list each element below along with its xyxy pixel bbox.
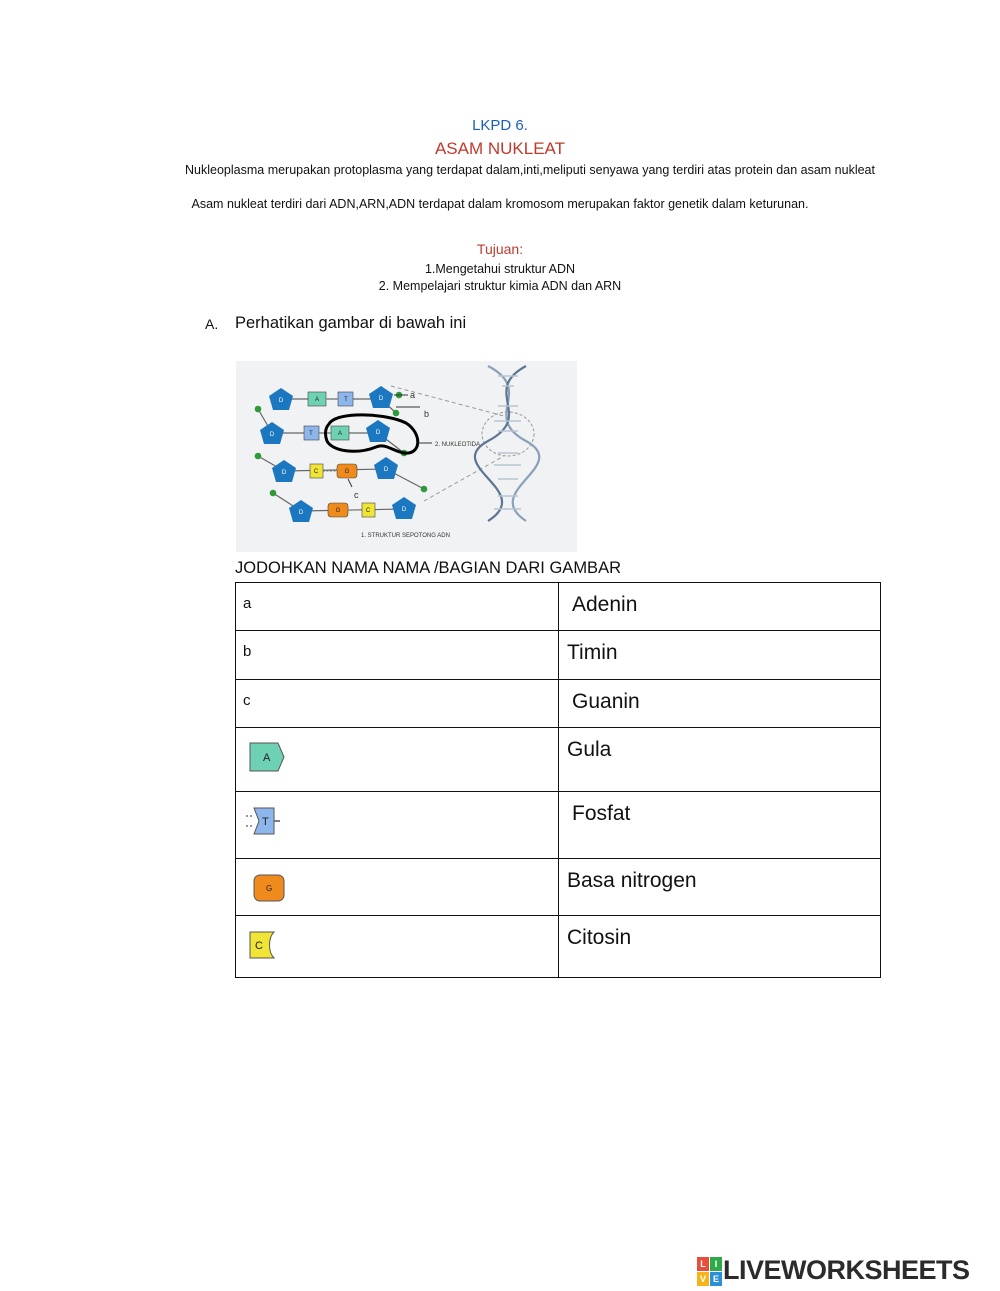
match-left-cell bbox=[236, 916, 559, 978]
match-left-cell bbox=[236, 583, 559, 631]
table-row bbox=[236, 583, 881, 631]
svg-text:A: A bbox=[263, 752, 271, 764]
base-letter: T bbox=[344, 397, 348, 403]
base-letter: G bbox=[344, 469, 350, 475]
match-answer-cell[interactable] bbox=[559, 680, 881, 728]
match-answer-cell[interactable] bbox=[559, 916, 881, 978]
section-instruction: Perhatikan gambar di bawah ini bbox=[235, 314, 467, 332]
thymine-block-icon bbox=[246, 804, 290, 838]
table-row bbox=[236, 916, 881, 978]
match-left-label: c bbox=[243, 692, 251, 709]
match-answer[interactable]: Basa nitrogen bbox=[567, 869, 697, 892]
match-answer[interactable]: Timin bbox=[567, 641, 618, 664]
table-row bbox=[236, 631, 881, 680]
logo-mark-icon bbox=[697, 1257, 723, 1287]
match-left-cell bbox=[236, 792, 559, 859]
match-left-label: b bbox=[243, 643, 252, 660]
section-letter: A. bbox=[205, 316, 219, 332]
sugar-letter: D bbox=[281, 470, 287, 476]
svg-text:T: T bbox=[262, 816, 269, 828]
figure-label-nukleotida: 2. NUKLEOTIDA bbox=[435, 442, 481, 448]
match-left-cell bbox=[236, 859, 559, 916]
figure-label-c: c bbox=[354, 490, 359, 500]
svg-text:E: E bbox=[712, 1274, 720, 1284]
figure-caption: 1. STRUKTUR SEPOTONG ADN bbox=[361, 533, 450, 539]
base-letter: A bbox=[337, 431, 343, 437]
intro-paragraph-1: Nukleoplasma merupakan protoplasma yang terdapat dalam,inti,meliputi senyawa yang terdiri atas protein dan asam nukleat bbox=[185, 163, 875, 177]
base-letter: A bbox=[314, 397, 320, 403]
match-answer-cell[interactable] bbox=[559, 792, 881, 859]
match-left-label: a bbox=[243, 595, 252, 612]
svg-text:G: G bbox=[266, 884, 273, 893]
table-row bbox=[236, 859, 881, 916]
svg-text:L: L bbox=[700, 1259, 706, 1269]
sugar-letter: D bbox=[378, 396, 384, 402]
dna-helix-icon bbox=[475, 366, 539, 521]
match-answer-cell[interactable] bbox=[559, 728, 881, 792]
match-answer[interactable]: Citosin bbox=[567, 926, 632, 949]
objectives-heading: Tujuan: bbox=[476, 241, 524, 257]
sugar-letter: D bbox=[383, 467, 389, 473]
dna-structure-figure bbox=[236, 361, 577, 552]
sugar-letter: D bbox=[269, 432, 275, 438]
guanine-block-icon bbox=[246, 871, 290, 905]
match-answer-cell[interactable] bbox=[559, 859, 881, 916]
figure-label-b: b bbox=[424, 409, 430, 419]
match-answer[interactable]: Guanin bbox=[572, 690, 640, 713]
base-letter: T bbox=[309, 431, 313, 437]
match-left-cell bbox=[236, 680, 559, 728]
sugar-letter: D bbox=[401, 507, 407, 513]
sugar-letter: D bbox=[298, 510, 304, 516]
cytosine-block-icon bbox=[246, 928, 290, 962]
table-row bbox=[236, 728, 881, 792]
worksheet-code: LKPD 6. bbox=[472, 117, 528, 134]
svg-text:V: V bbox=[699, 1274, 707, 1284]
page-title: ASAM NUKLEAT bbox=[434, 139, 566, 158]
match-answer[interactable]: Adenin bbox=[572, 593, 638, 616]
adenine-block-icon bbox=[246, 740, 290, 774]
match-answer-cell[interactable] bbox=[559, 583, 881, 631]
match-left-cell bbox=[236, 728, 559, 792]
objective-item: 2. Mempelajari struktur kimia ADN dan ARN bbox=[378, 279, 622, 293]
base-letter: C bbox=[365, 508, 371, 514]
matching-table bbox=[235, 582, 881, 978]
sugar-shapes bbox=[260, 386, 416, 522]
match-answer-cell[interactable] bbox=[559, 631, 881, 680]
table-row bbox=[236, 792, 881, 859]
svg-text:C: C bbox=[255, 940, 263, 952]
objective-item: 1.Mengetahui struktur ADN bbox=[424, 262, 576, 276]
matching-heading: JODOHKAN NAMA NAMA /BAGIAN DARI GAMBAR bbox=[235, 559, 621, 577]
match-answer[interactable]: Fosfat bbox=[572, 802, 631, 825]
table-row bbox=[236, 680, 881, 728]
base-letter: C bbox=[313, 469, 319, 475]
dna-diagram bbox=[236, 361, 577, 552]
base-letter: G bbox=[335, 508, 341, 514]
brand-name: LIVEWORKSHEETS bbox=[723, 1255, 970, 1285]
svg-text:I: I bbox=[714, 1259, 718, 1269]
intro-paragraph-2: Asam nukleat terdiri dari ADN,ARN,ADN terdapat dalam kromosom merupakan faktor genetik dalam keturunan. bbox=[191, 197, 809, 211]
sugar-letter: D bbox=[278, 398, 284, 404]
match-answer[interactable]: Gula bbox=[567, 738, 612, 761]
match-left-cell bbox=[236, 631, 559, 680]
sugar-letter: D bbox=[375, 430, 381, 436]
figure-label-a: a bbox=[410, 390, 416, 400]
